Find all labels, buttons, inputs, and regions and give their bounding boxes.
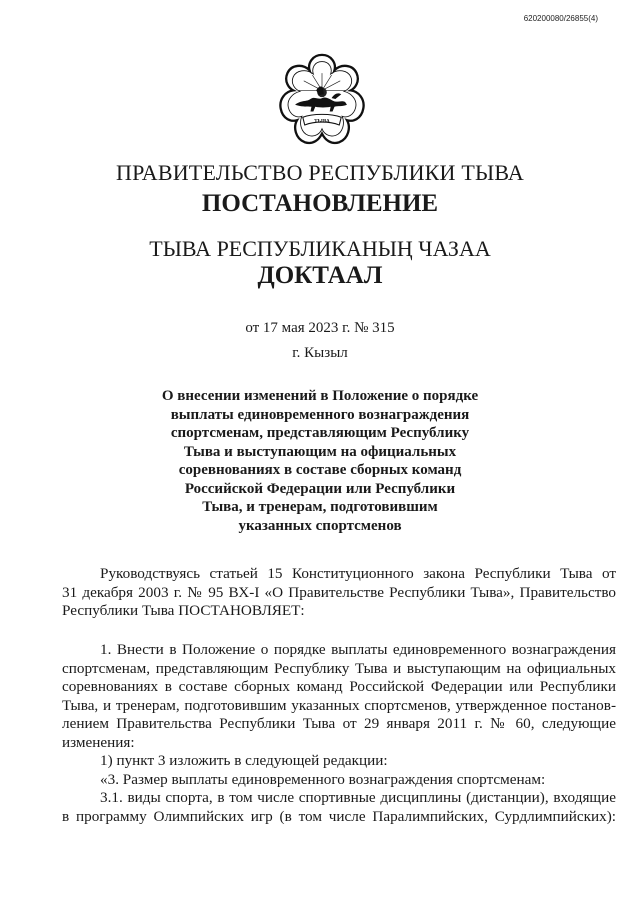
text-line: 1) пункт 3 изложить в следующей редакции: <box>100 752 388 769</box>
document-code: 620200080/26855(4) <box>523 14 598 23</box>
decree-city: г. Кызыл <box>292 345 348 361</box>
text-line: Руководствуясь статьей 15 Конституционного закона Республики Тыва от <box>100 565 616 582</box>
title-line: Российской Федерации или Республики <box>184 480 456 497</box>
decree-date: от 17 мая 2023 г. № 315 <box>245 320 395 336</box>
decree-heading: ПОСТАНОВЛЕНИЕ <box>201 190 439 217</box>
decree-heading-tyvan: ДОКТААЛ <box>257 262 383 289</box>
title-line: соревнованиях в составе сборных команд <box>178 462 462 478</box>
title-line: указанных спортсменов <box>238 517 402 534</box>
title-line: Тыва, и тренерам, подготовившим <box>202 499 438 515</box>
title-line: выплаты единовременного вознаграждения <box>170 406 470 423</box>
text-line: спортсменам, представляющим Республику Тыва и выступающим на официальных <box>62 659 616 677</box>
text-line: 1. Внести в Положение о порядке выплаты единовременного вознаграждения <box>100 641 616 658</box>
title-line: спортсменам, представляющим Республику <box>170 425 470 441</box>
text-line: «3. Размер выплаты единовременного вознаграждения спортсменам: <box>100 770 546 788</box>
government-heading: ПРАВИТЕЛЬСТВО РЕСПУБЛИКИ ТЫВА <box>116 160 524 185</box>
government-heading-tyvan: ТЫВА РЕСПУБЛИКАНЫҢ ЧАЗАА <box>149 236 491 261</box>
tyva-coat-of-arms-icon <box>274 52 370 148</box>
title-line: О внесении изменений в Положение о порядке <box>161 388 479 404</box>
title-line: Тыва и выступающим на официальных <box>183 443 457 460</box>
text-line: соревнованиях в составе сборных команд Российской Федерации или Республики <box>62 678 616 695</box>
text-line: 31 декабря 2003 г. № 95 ВХ-I «О Правительстве Республики Тыва», Правительство <box>62 583 616 601</box>
preamble-paragraph <box>62 565 616 621</box>
text-line: Республики Тыва ПОСТАНОВЛЯЕТ: <box>62 602 305 619</box>
text-line: Тыва, и тренерам, подготовившим указанных спортсменов, утвержденное постанов- <box>62 696 616 714</box>
text-line: в программу Олимпийских игр (в том числе Паралимпийских, Сурдлимпийских): <box>62 807 616 825</box>
decree-body <box>62 641 616 826</box>
text-line: 3.1. виды спорта, в том числе спортивные дисциплины (дистанции), входящие <box>100 789 616 806</box>
decree-title <box>160 387 480 535</box>
text-line: лением Правительства Республики Тыва от 29 января 2011 г. № 60, следующие <box>62 715 616 732</box>
svg-text:ТЫВА: ТЫВА <box>314 118 330 125</box>
text-line: изменения: <box>62 733 135 751</box>
